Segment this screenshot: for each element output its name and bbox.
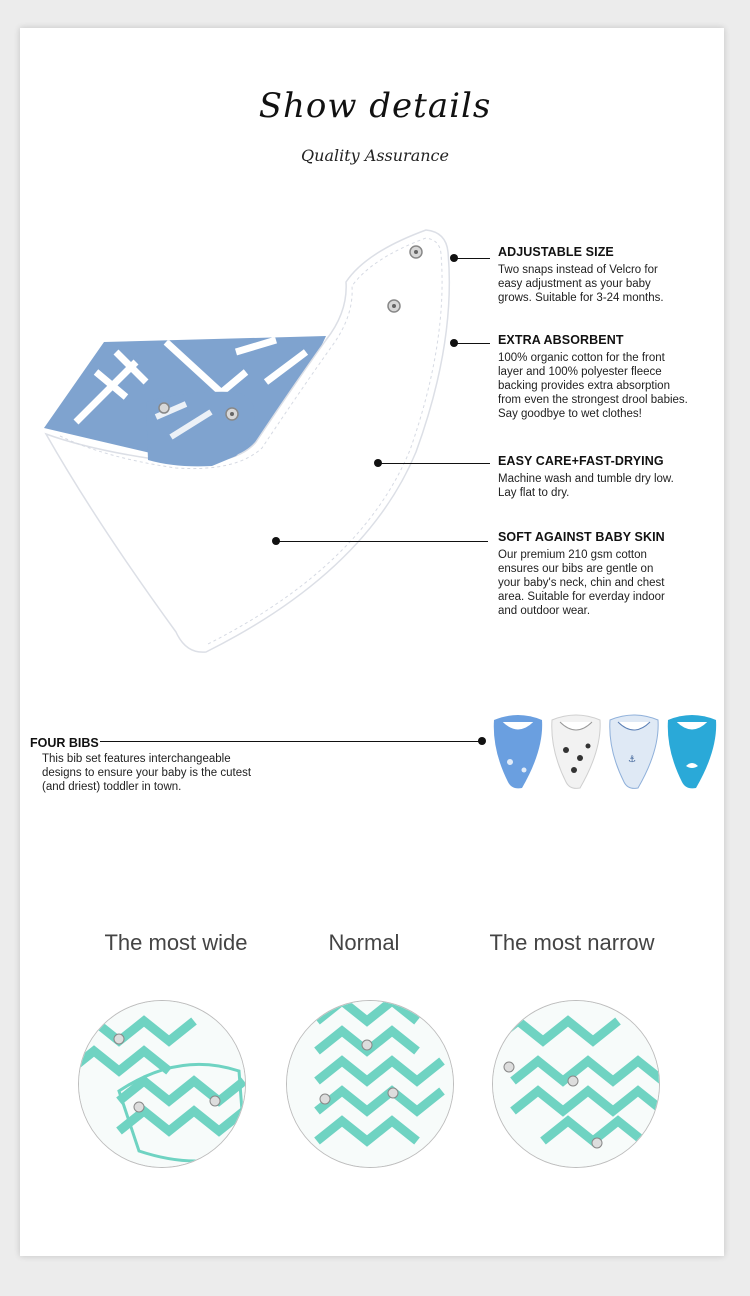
pointer-line bbox=[378, 463, 490, 464]
feature-text: Two snaps instead of Velcro for easy adjustment as your baby grows. Suitable for 3-24 months. bbox=[498, 264, 664, 304]
four-bibs-text: This bib set features interchangeable designs to ensure your baby is the cutest (and driest) toddler in town. bbox=[42, 753, 252, 793]
page-title: Show details bbox=[258, 86, 492, 126]
page-subtitle: Quality Assurance bbox=[301, 146, 449, 165]
four-bibs-title: FOUR BIBS bbox=[30, 736, 99, 750]
mini-bib-anchor bbox=[610, 715, 658, 788]
mini-bib-blue bbox=[494, 715, 542, 788]
feature-text: Machine wash and tumble dry low. Lay flat to dry. bbox=[498, 473, 674, 499]
feature-extra-absorbent bbox=[498, 333, 718, 421]
feature-title: ADJUSTABLE SIZE bbox=[498, 245, 614, 259]
size-image-normal bbox=[286, 1000, 454, 1168]
feature-title: EXTRA ABSORBENT bbox=[498, 333, 624, 347]
snap-button-icon bbox=[159, 403, 169, 413]
pointer-dot-icon bbox=[478, 737, 486, 745]
snap-button-icon bbox=[226, 408, 238, 420]
four-bibs-image bbox=[488, 710, 718, 790]
size-image-narrow bbox=[492, 1000, 660, 1168]
size-label-normal: Normal bbox=[328, 930, 400, 955]
feature-text: Our premium 210 gsm cotton ensures our bibs are gentle on your baby's neck, chin and chest area. Suitable for everday indoor and outdoor wear. bbox=[498, 549, 665, 617]
mini-bib-teal bbox=[668, 715, 716, 788]
feature-easy-care bbox=[498, 454, 718, 500]
snap-button-icon bbox=[410, 246, 422, 258]
four-bibs-section bbox=[30, 736, 290, 794]
feature-text: 100% organic cotton for the front layer and 100% polyester fleece backing provides extra absorption from even the strongest drool babies. Say goodbye to wet clothes! bbox=[498, 352, 688, 420]
snap-button-icon bbox=[388, 300, 400, 312]
size-label-narrow: The most narrow bbox=[489, 930, 655, 955]
bib-illustration bbox=[36, 222, 456, 656]
feature-soft-skin bbox=[498, 530, 718, 618]
feature-adjustable-size bbox=[498, 245, 718, 305]
pointer-line bbox=[454, 258, 490, 259]
size-image-wide bbox=[78, 1000, 246, 1168]
pointer-line bbox=[454, 343, 490, 344]
feature-title: EASY CARE+FAST-DRYING bbox=[498, 454, 664, 468]
size-label-wide: The most wide bbox=[104, 930, 248, 955]
pointer-line bbox=[276, 541, 488, 542]
feature-title: SOFT AGAINST BABY SKIN bbox=[498, 530, 665, 544]
svg-text:⚓: ⚓ bbox=[628, 755, 637, 765]
mini-bib-dots bbox=[552, 715, 600, 788]
